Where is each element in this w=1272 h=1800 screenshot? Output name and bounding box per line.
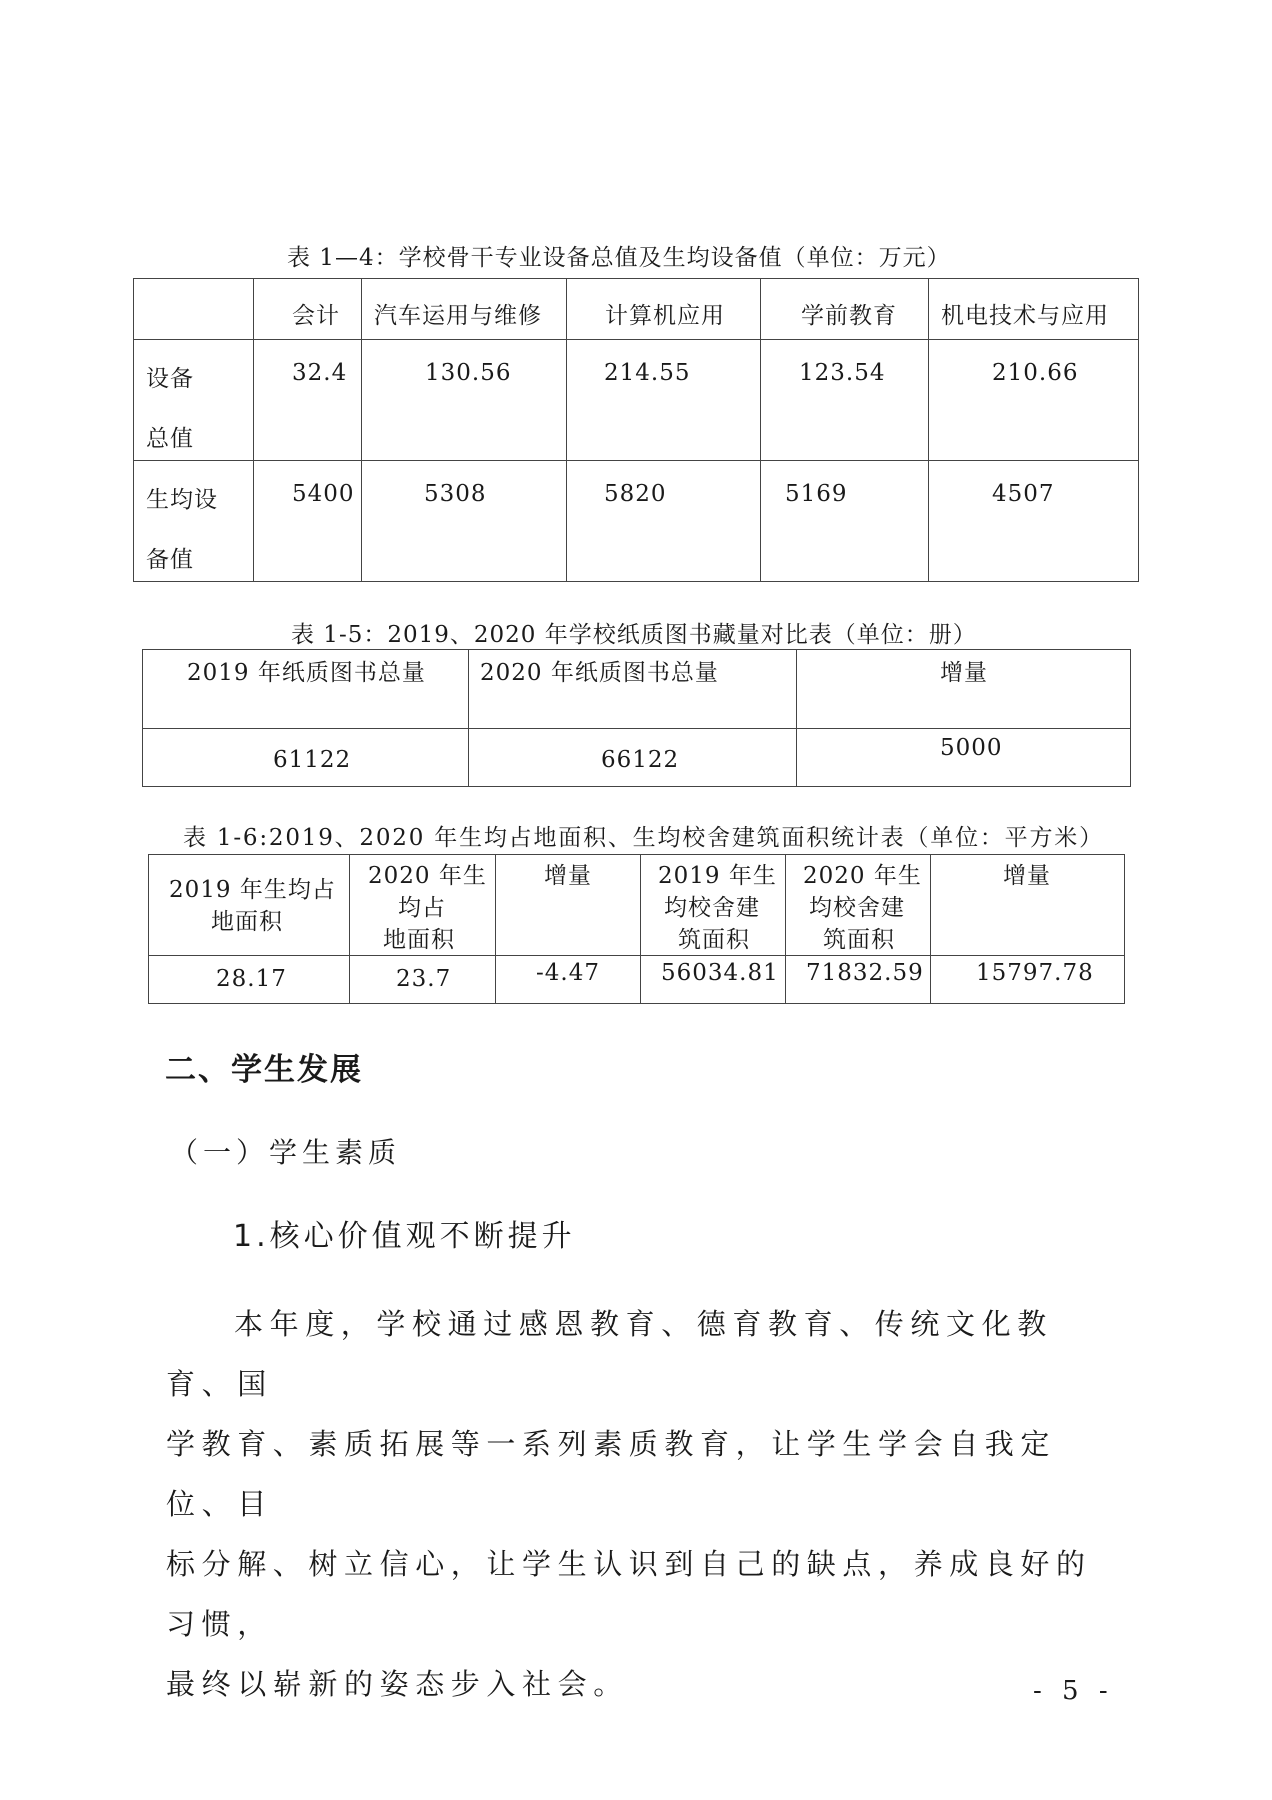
header-text: 机电技术与应用 [941,303,1109,329]
header-text: 2019 年纸质图书总量 [187,660,426,686]
cell-value: 23.7 [396,966,452,992]
cell-value: 4507 [992,481,1055,507]
header-text-line: 筑面积 [678,927,750,953]
row-label-cell [134,340,254,461]
page-number: - 5 - [1033,1676,1114,1706]
header-text: 增量 [940,660,988,686]
table-1-4-header-cell [254,279,362,340]
subsection-heading: （一）学生素质 [170,1136,402,1169]
paragraph-line: 标分解、树立信心，让学生认识到自己的缺点，养成良好的习惯， [166,1547,1092,1641]
table-row [134,340,1139,461]
cell-value: -4.47 [536,960,600,986]
table-cell [931,956,1125,1004]
table-1-4-header-cell [362,279,567,340]
table-cell [350,956,496,1004]
table-1-6-header-cell [786,855,931,956]
header-text: 计算机应用 [605,303,725,329]
cell-value: 56034.81 [661,960,779,986]
table-cell [254,461,362,582]
paragraph-line: 本年度，学校通过感恩教育、德育教育、传统文化教育、国 [166,1307,1053,1401]
cell-value: 5308 [424,481,487,507]
table-1-5-caption: 表 1-5：2019、2020 年学校纸质图书藏量对比表（单位：册） [291,622,977,648]
header-text-line: 筑面积 [823,927,895,953]
header-text-line: 2020 年生 [803,863,922,889]
table-cell [929,340,1139,461]
cell-value: 210.66 [992,360,1079,386]
cell-value: 214.55 [604,360,691,386]
section-heading: 二、学生发展 [165,1052,363,1088]
header-text-line: 均占 [398,895,446,921]
table-cell [929,461,1139,582]
table-row [134,461,1139,582]
cell-value: 5820 [604,481,667,507]
table-cell [362,340,567,461]
table-1-6-header-cell [149,855,350,956]
table-1-6-header-cell [496,855,641,956]
table-1-4-header-row [134,279,1139,340]
cell-value: 123.54 [799,360,886,386]
cell-value: 28.17 [216,966,287,992]
table-1-4-header-cell [567,279,761,340]
table-cell [143,729,469,787]
row-label-line: 备值 [146,547,194,573]
table-1-5-header-cell [797,650,1131,729]
subsubsection-heading: 1.核心价值观不断提升 [233,1219,576,1254]
header-text: 汽车运用与维修 [374,303,542,329]
header-text-line: 增量 [544,863,592,889]
table-1-6-caption: 表 1-6:2019、2020 年生均占地面积、生均校舍建筑面积统计表（单位：平方米） [183,825,1104,851]
header-text-line: 地面积 [211,909,283,935]
header-text-line: 地面积 [383,927,455,953]
table-cell [761,340,929,461]
cell-value: 32.4 [292,360,348,386]
table-1-6-header-cell [931,855,1125,956]
table-1-4-caption: 表 1—4：学校骨干专业设备总值及生均设备值（单位：万元） [287,245,951,271]
cell-value: 66122 [601,747,680,773]
cell-value: 130.56 [425,360,512,386]
cell-value: 15797.78 [976,960,1094,986]
table-1-4-header-cell [761,279,929,340]
row-label-line: 生均设 [146,487,218,513]
header-text-line: 均校舍建 [809,895,905,921]
header-text-line: 2020 年生 [368,863,487,889]
row-label-cell [134,461,254,582]
cell-value: 5000 [940,735,1003,761]
header-text-line: 均校舍建 [664,895,760,921]
table-cell [761,461,929,582]
table-1-6-header-cell [641,855,786,956]
table-1-6-header-row [149,855,1125,956]
cell-value: 71832.59 [806,960,924,986]
table-cell [567,461,761,582]
table-1-6-header-cell [350,855,496,956]
header-text: 2020 年纸质图书总量 [480,660,719,686]
cell-value: 61122 [273,747,352,773]
table-1-5-header-cell [143,650,469,729]
cell-value: 5169 [785,481,848,507]
table-1-4-header-blank [134,279,254,340]
table-1-5-header-cell [469,650,797,729]
table-row [149,956,1125,1004]
header-text: 会计 [292,303,340,329]
table-cell [254,340,362,461]
table-row [143,729,1131,787]
table-cell [641,956,786,1004]
cell-value: 5400 [292,481,355,507]
body-paragraph [166,1294,1116,1714]
paragraph-line: 最终以崭新的姿态步入社会。 [166,1667,629,1701]
row-label-line: 设备 [146,366,194,392]
table-1-5 [142,649,1131,787]
table-cell [496,956,641,1004]
header-text: 学前教育 [801,303,897,329]
table-cell [797,729,1131,787]
table-cell [362,461,567,582]
table-1-4 [133,278,1139,582]
header-text-line: 2019 年生均占 [169,877,336,903]
header-text-line: 2019 年生 [658,863,777,889]
table-cell [469,729,797,787]
table-1-6 [148,854,1125,1004]
table-cell [149,956,350,1004]
paragraph-line: 学教育、素质拓展等一系列素质教育，让学生学会自我定位、目 [166,1427,1057,1521]
header-text-line: 增量 [1003,863,1051,889]
row-label-line: 总值 [146,426,194,452]
table-1-4-header-cell [929,279,1139,340]
table-cell [786,956,931,1004]
table-cell [567,340,761,461]
table-1-5-header-row [143,650,1131,729]
